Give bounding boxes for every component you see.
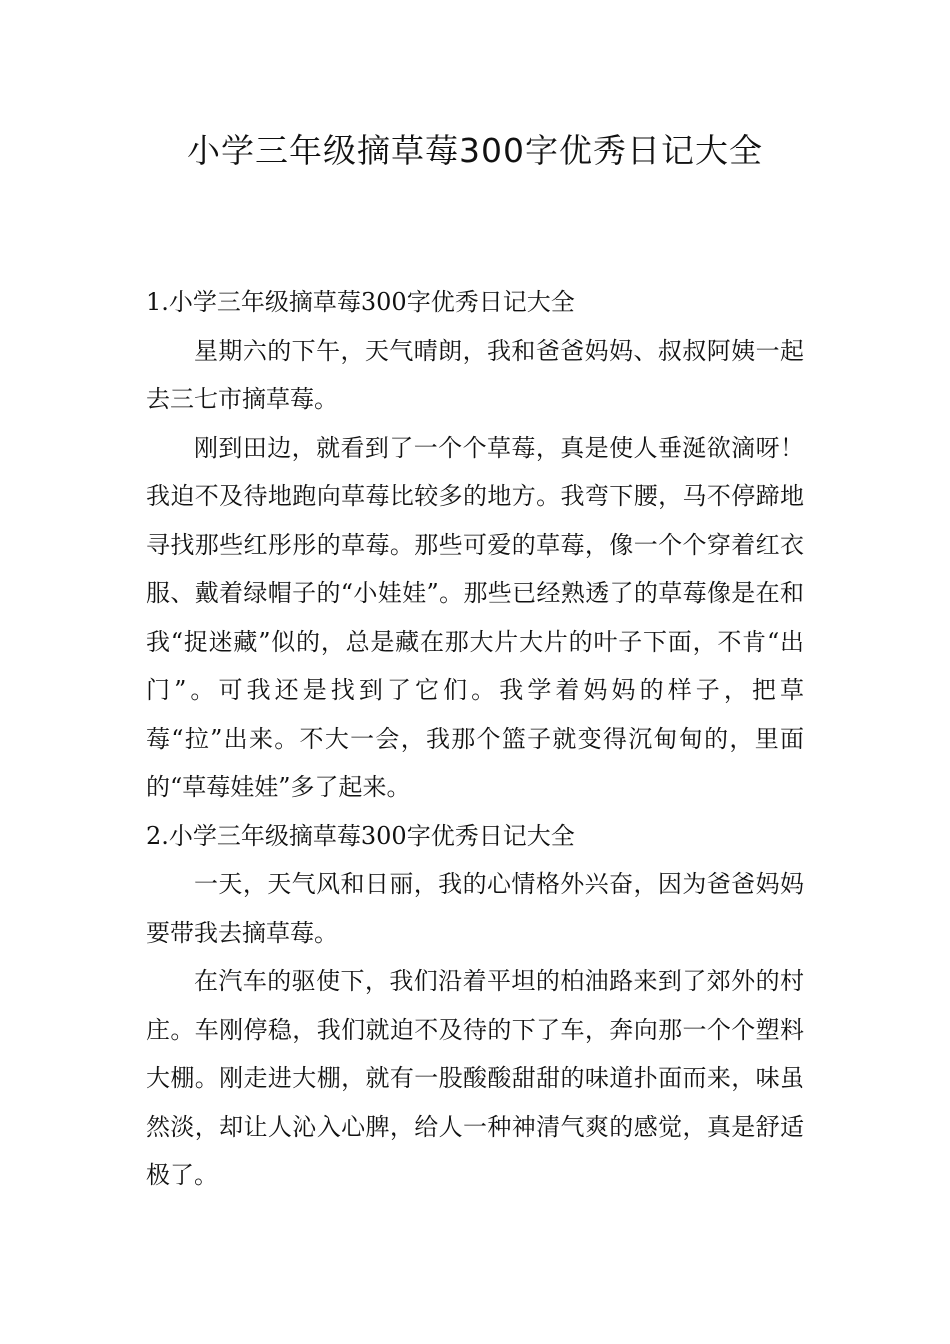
section-heading: 1.小学三年级摘草莓300字优秀日记大全: [146, 288, 575, 316]
paragraph: 星期六的下午，天气晴朗，我和爸爸妈妈、叔叔阿姨一起去三七市摘草莓。: [146, 336, 804, 413]
diary-section-1: [146, 278, 804, 812]
paragraph: 在汽车的驱使下，我们沿着平坦的柏油路来到了郊外的村庄。车刚停稳，我们就迫不及待的下了车，奔向那一个个塑料大棚。刚走进大棚，就有一股酸酸甜甜的味道扑面而来，味虽然淡，却让人沁入心脾，给人一种神清气爽的感觉，真是舒适极了。: [146, 967, 804, 1189]
paragraph: 一天，天气风和日丽，我的心情格外兴奋，因为爸爸妈妈要带我去摘草莓。: [146, 870, 804, 947]
section-heading: 2.小学三年级摘草莓300字优秀日记大全: [146, 821, 575, 850]
paragraph: 刚到田边，就看到了一个个草莓，真是使人垂涎欲滴呀！我迫不及待地跑向草莓比较多的地方。我弯下腰，马不停蹄地寻找那些红彤彤的草莓。那些可爱的草莓，像一个个穿着红衣服、戴着绿帽子的“小娃娃”。那些已经熟透了的草莓像是在和我“捉迷藏”似的，总是藏在那大片大片的叶子下面，不肯“出门”。可我还是找到了它们。我学着妈妈的样子，把草莓“拉”出来。不大一会，我那个篮子就变得沉甸甸的，里面的“草莓娃娃”多了起来。: [146, 433, 804, 801]
diary-section-2: [146, 812, 804, 1200]
document-title: 小学三年级摘草莓300字优秀日记大全: [187, 131, 763, 170]
document-body: [146, 278, 804, 1200]
